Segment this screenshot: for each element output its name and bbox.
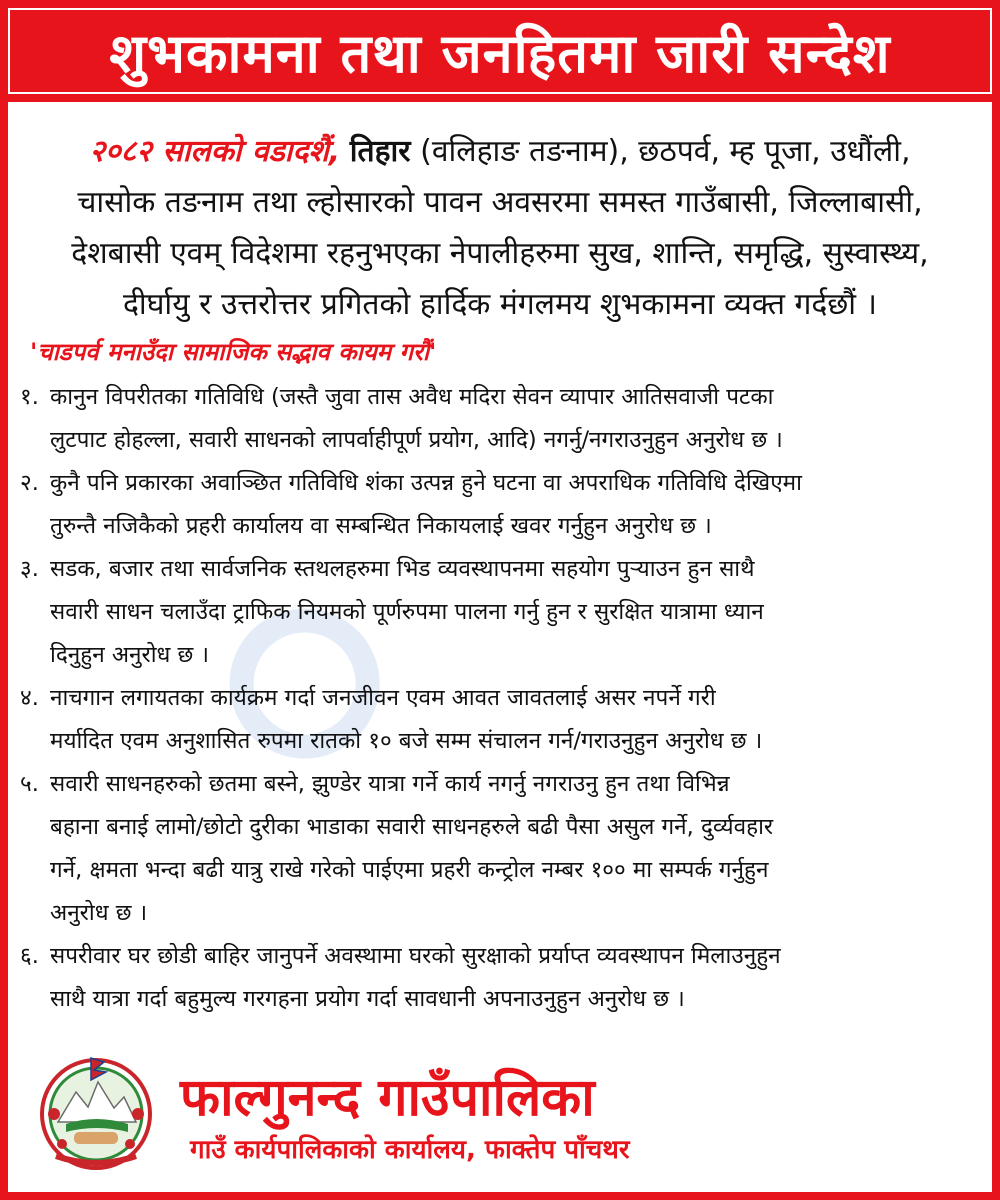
notice-point-line: साथै यात्रा गर्दा बहुमुल्य गरगहना प्रयोग गर्दा सावधानी अपनाउनुहुन अनुरोध छ ।	[50, 986, 685, 1012]
notice-point-line: बहाना बनाई लामो/छोटो दुरीका भाडाका सवारी साधनहरुले बढी पैसा असुल गर्ने, दुर्व्यवहार	[50, 814, 774, 840]
greeting-tihar: तिहार	[349, 134, 411, 169]
notice-point-number: १.	[20, 384, 39, 410]
notice-point-line: सडक, बजार तथा सार्वजनिक स्तथलहरुमा भिड व्यवस्थापनमा सहयोग पुर्‍याउन हुन साथै	[50, 556, 755, 582]
header-inner-border	[8, 8, 992, 94]
notice-point-number: २.	[20, 470, 39, 496]
notice-points-list	[20, 376, 985, 1021]
notice-point-number: ६.	[20, 943, 39, 969]
greeting-paragraph	[20, 126, 980, 330]
notice-point-line: लुटपाट होहल्ला, सवारी साधनको लापर्वाहीपूर्ण प्रयोग, आदि) नगर्नु/नगराउनुहुन अनुरोध छ ।	[50, 427, 783, 453]
notice-point-line: गर्ने, क्षमता भन्दा बढी यात्रु राखे गरेको पाईएमा प्रहरी कन्ट्रोल नम्बर १०० मा सम्पर्क गर्नुहुन	[50, 857, 769, 883]
notice-point-line: सवारी साधनहरुको छतमा बस्ने, झुण्डेर यात्रा गर्ने कार्य नगर्नु नगराउनु हुन तथा विभिन्न	[50, 771, 730, 797]
notice-point-text	[50, 376, 985, 462]
notice-point	[20, 763, 985, 935]
festival-slogan: 'चाडपर्व मनाउँदा सामाजिक सद्भाव कायम गरौं'	[30, 338, 437, 366]
notice-point-line: सवारी साधन चलाउँदा ट्राफिक नियमको पूर्णरुपमा पालना गर्नु हुन र सुरक्षित यात्रामा ध्यान	[50, 599, 764, 625]
nepal-government-emblem-icon	[36, 1052, 156, 1172]
header-bar	[0, 0, 1000, 102]
notice-point-line: दिनुहुन अनुरोध छ ।	[50, 642, 209, 668]
notice-point-line: कुनै पनि प्रकारका अवाञ्छित गतिविधि शंका उत्पन्न हुने घटना वा अपराधिक गतिविधि देखिएमा	[50, 470, 802, 496]
notice-point-line: सपरीवार घर छोडी बाहिर जानुपर्ने अवस्थामा घरको सुरक्षाको प्रर्याप्त व्यवस्थापन मिलाउनुहुन	[50, 943, 781, 969]
notice-point	[20, 376, 985, 462]
greeting-line-1-rest: (वलिहाङ तङनाम), छठपर्व, म्ह पूजा, उधौंली,	[410, 134, 911, 169]
notice-point-number: ३.	[20, 556, 39, 582]
municipality-name: फाल्गुनन्द गाउँपालिका	[180, 1068, 595, 1128]
notice-point-text	[50, 462, 985, 548]
notice-point	[20, 935, 985, 1021]
notice-point-line: अनुरोध छ ।	[50, 900, 148, 926]
notice-point	[20, 677, 985, 763]
notice-point	[20, 462, 985, 548]
notice-point-line: कानुन विपरीतका गतिविधि (जस्तै जुवा तास अवैध मदिरा सेवन व्यापार आतिसवाजी पटका	[50, 384, 774, 410]
greeting-year-text: २०८२ सालको वडादशैं,	[89, 134, 341, 169]
greeting-line-2: चासोक तङनाम तथा ल्होसारको पावन अवसरमा समस्त गाउँबासी, जिल्लाबासी,	[77, 185, 923, 220]
notice-point	[20, 548, 985, 677]
notice-point-text	[50, 763, 985, 935]
notice-point-line: मर्यादित एवम अनुशासित रुपमा रातको १० बजे सम्म संचालन गर्न/गराउनुहुन अनुरोध छ ।	[50, 728, 763, 754]
office-address: गाउँ कार्यपालिकाको कार्यालय, फाक्तेप पाँचथर	[190, 1135, 630, 1165]
page-title: शुभकामना तथा जनहितमा जारी सन्देश	[109, 22, 891, 85]
notice-point-text	[50, 548, 985, 677]
notice-point-text	[50, 677, 985, 763]
notice-point-line: नाचगान लगायतका कार्यक्रम गर्दा जनजीवन एवम आवत जावतलाई असर नपर्ने गरी	[50, 685, 716, 711]
notice-point-number: ४.	[20, 685, 39, 711]
greeting-line-3: देशबासी एवम् विदेशमा रहनुभएका नेपालीहरुमा सुख, शान्ति, समृद्धि, सुस्वास्थ्य,	[71, 236, 929, 271]
notice-point-line: तुरुन्तै नजिकैको प्रहरी कार्यालय वा सम्बन्धित निकायलाई खवर गर्नुहुन अनुरोध छ ।	[50, 513, 712, 539]
greeting-line-4: दीर्घायु र उत्तरोत्तर प्रगितको हार्दिक मंगलमय शुभकामना व्यक्त गर्दछौं ।	[123, 287, 877, 322]
notice-point-number: ५.	[20, 771, 39, 797]
greeting-line-1	[20, 126, 980, 177]
notice-point-text	[50, 935, 985, 1021]
